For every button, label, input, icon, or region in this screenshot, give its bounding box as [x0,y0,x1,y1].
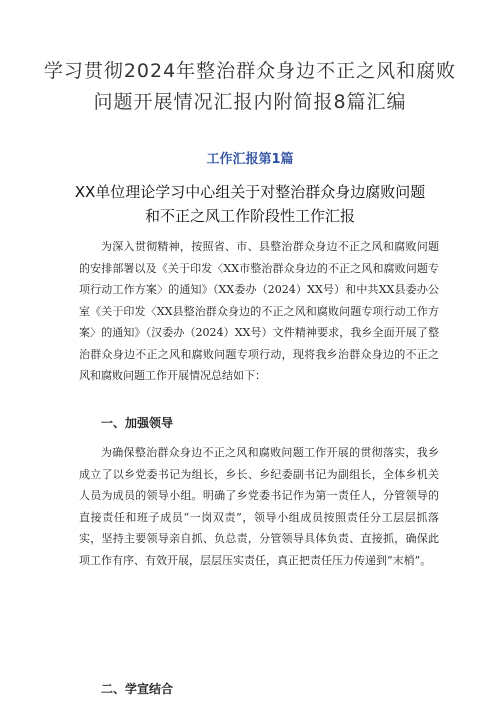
section-heading: 二、学宣结合 [101,682,174,696]
section-label: 工作汇报第1篇 [206,152,294,167]
section-heading: 一、加强领导 [101,416,174,430]
report-title: XX单位理论学习中心组关于对整治群众身边腐败问题和不正之风工作阶段性工作汇报 [74,183,426,225]
body-paragraph: 为确保整治群众身边不正之风和腐败问题工作开展的贯彻落实，我乡成立了以乡党委书记为组长，乡长、乡纪委副书记为副组长，全体乡机关人员为成员的领导小组。明确了乡党委书记作为第一责任人，分管领导的直接责任和班子成员“一岗双责”，领导小组成员按照责任分工层层抓落实，坚持主要领导亲自抓、负总责，分管领导具体负责、直接抓，确保此项工作有序、有效开展，层层压实责任，真正把责任压力传递到“末梢”。 [79,446,439,567]
intro-paragraph: 为深入贯彻精神，按照省、市、县整治群众身边不正之风和腐败问题的安排部署以及《关于印发〈XX市整治群众身边的不正之风和腐败问题专项行动工作方案〉的通知》（XX委办（2024）XX号）和中共XX县委办公室《关于印发〈XX县整治群众身边的不正之风和腐败问题专项行动工作方案〉的通知》（汉委办（2024）XX号）文件精神要求，我乡全面开展了整治群众身边不正之风和腐败问题专项行动，现将我乡治群众身边的不正之风和腐败问题工作开展情况总结如下： [79,240,439,382]
document-title: 学习贯彻2024年整治群众身边不正之风和腐败问题开展情况汇报内附简报8篇汇编 [43,60,457,113]
